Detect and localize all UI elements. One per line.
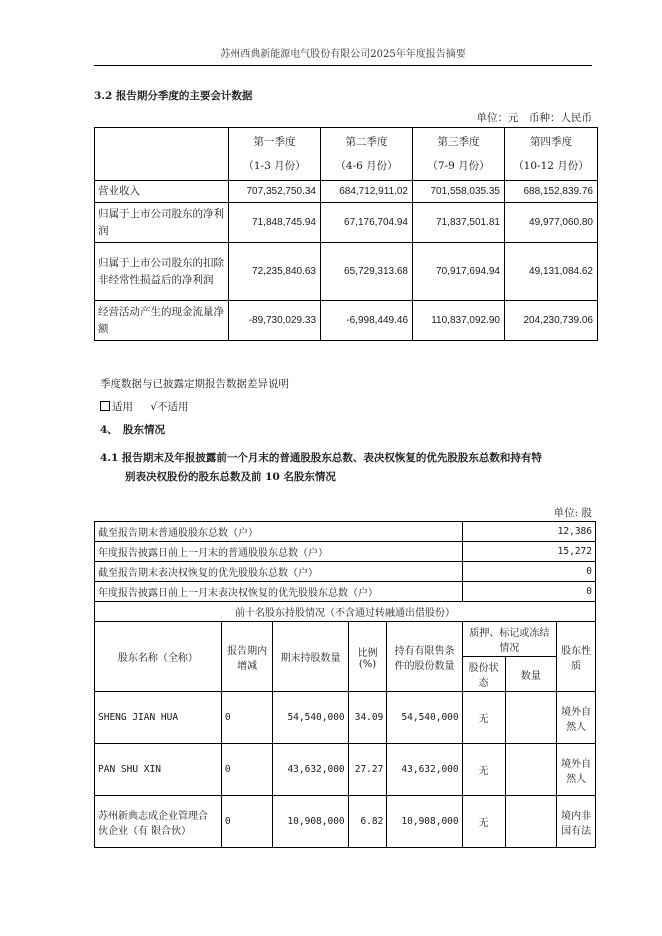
quarter-row-net-profit bbox=[95, 203, 598, 243]
holder-restricted: 54,540,000 bbox=[387, 692, 462, 744]
holder-restricted: 10,908,000 bbox=[387, 796, 462, 848]
value-cell: 688,152,839.76 bbox=[505, 181, 598, 203]
holders-header-row-1 bbox=[95, 622, 596, 657]
quarter-header-q1: 第一季度 （1-3 月份） bbox=[229, 128, 321, 181]
holder-qty bbox=[505, 692, 557, 744]
header-ratio: 比例(%) bbox=[348, 622, 387, 692]
section-3-2-title: 3.2 报告期分季度的主要会计数据 bbox=[94, 90, 253, 102]
header-nature: 股东性质 bbox=[557, 622, 596, 692]
holder-change: 0 bbox=[221, 744, 273, 796]
value-cell: 684,712,911.02 bbox=[321, 181, 413, 203]
holder-status: 无 bbox=[462, 796, 505, 848]
header-name: 股东名称（全称） bbox=[95, 622, 222, 692]
summary-value: 0 bbox=[462, 562, 595, 582]
header-pledge-status: 股份状态 bbox=[462, 657, 505, 692]
row-label: 归属于上市公司股东的扣除非经常性损益后的净利润 bbox=[95, 243, 229, 301]
summary-label: 年度报告披露日前上一月末表决权恢复的优先股股东总数（户） bbox=[95, 582, 463, 602]
holder-name: SHENG JIAN HUA bbox=[95, 692, 222, 744]
value-cell: 71,848,745.94 bbox=[229, 203, 321, 243]
holder-nature: 境外自然人 bbox=[557, 692, 596, 744]
value-cell: 49,977,060.80 bbox=[505, 203, 598, 243]
row-label: 营业收入 bbox=[95, 181, 229, 203]
top10-title: 前十名股东持股情况（不含通过转融通出借股份） bbox=[95, 602, 596, 622]
value-cell: 70,917,694.94 bbox=[413, 243, 505, 301]
row-label: 经营活动产生的现金流量净额 bbox=[95, 301, 229, 341]
holder-name: 苏州新典志成企业管理合伙企业（有 限合伙） bbox=[95, 796, 222, 848]
header-restricted: 持有有限售条件的股份数量 bbox=[387, 622, 462, 692]
quarter-header-row bbox=[95, 128, 598, 181]
holder-holding: 10,908,000 bbox=[273, 796, 348, 848]
value-cell: 71,837,501.81 bbox=[413, 203, 505, 243]
holder-ratio: 34.09 bbox=[348, 692, 387, 744]
holder-ratio: 6.82 bbox=[348, 796, 387, 848]
summary-label: 截至报告期末表决权恢复的优先股股东总数（户） bbox=[95, 562, 463, 582]
quarter-row-revenue bbox=[95, 181, 598, 203]
top10-title-row bbox=[95, 602, 596, 622]
section-4-title: 4、 股东情况 bbox=[100, 424, 166, 436]
holder-change: 0 bbox=[221, 692, 273, 744]
summary-row bbox=[95, 542, 596, 562]
value-cell: 701,558,035.35 bbox=[413, 181, 505, 203]
summary-row bbox=[95, 522, 596, 542]
applicability-options bbox=[100, 399, 189, 414]
value-cell: 67,176,704.94 bbox=[321, 203, 413, 243]
holder-ratio: 27.27 bbox=[348, 744, 387, 796]
holder-status: 无 bbox=[462, 744, 505, 796]
quarter-header-q2: 第二季度 （4-6 月份） bbox=[321, 128, 413, 181]
row-label: 归属于上市公司股东的净利润 bbox=[95, 203, 229, 243]
holder-status: 无 bbox=[462, 692, 505, 744]
summary-label: 年度报告披露日前上一月末的普通股股东总数（户） bbox=[95, 542, 463, 562]
header-empty-cell bbox=[95, 128, 229, 181]
holder-change: 0 bbox=[221, 796, 273, 848]
summary-row bbox=[95, 582, 596, 602]
holder-row bbox=[95, 692, 596, 744]
diff-note-text: 季度数据与已披露定期报告数据差异说明 bbox=[100, 378, 289, 390]
holder-holding: 54,540,000 bbox=[273, 692, 348, 744]
quarter-header-q3: 第三季度 （7-9 月份） bbox=[413, 128, 505, 181]
quarter-row-deducted-profit bbox=[95, 243, 598, 301]
summary-label: 截至报告期末普通股股东总数（户） bbox=[95, 522, 463, 542]
checkbox-empty-icon bbox=[100, 401, 110, 411]
value-cell: 707,352,750.34 bbox=[229, 181, 321, 203]
section-4-1-title-line2: 别表决权股份的股东总数及前 10 名股东情况 bbox=[125, 471, 336, 483]
quarter-header-q4: 第四季度 （10-12 月份） bbox=[505, 128, 598, 181]
value-cell: 49,131,084.62 bbox=[505, 243, 598, 301]
value-cell: -89,730,029.33 bbox=[229, 301, 321, 341]
option-not-applicable: √不适用 bbox=[150, 401, 189, 413]
holder-qty bbox=[505, 796, 557, 848]
page-header: 苏州西典新能源电气股份有限公司2025年年度报告摘要 bbox=[94, 45, 592, 66]
summary-value: 0 bbox=[462, 582, 595, 602]
holder-nature: 境内非国有法 bbox=[557, 796, 596, 848]
value-cell: -6,998,449.46 bbox=[321, 301, 413, 341]
header-pledge-qty: 数量 bbox=[505, 657, 557, 692]
section-4-1-title-line1: 4.1 报告期末及年报披露前一个月末的普通股股东总数、表决权恢复的优先股股东总数和持有特 bbox=[100, 452, 542, 464]
holders-unit-label: 单位: 股 bbox=[553, 507, 592, 519]
holder-qty bbox=[505, 744, 557, 796]
quarterly-data-table bbox=[94, 127, 598, 341]
holder-restricted: 43,632,000 bbox=[387, 744, 462, 796]
value-cell: 110,837,092.90 bbox=[413, 301, 505, 341]
holder-nature: 境外自然人 bbox=[557, 744, 596, 796]
holder-holding: 43,632,000 bbox=[273, 744, 348, 796]
value-cell: 65,729,313.68 bbox=[321, 243, 413, 301]
holder-name: PAN SHU XIN bbox=[95, 744, 222, 796]
quarter-row-cash-flow bbox=[95, 301, 598, 341]
holder-row bbox=[95, 796, 596, 848]
header-change: 报告期内增减 bbox=[221, 622, 273, 692]
summary-row bbox=[95, 562, 596, 582]
summary-value: 12,386 bbox=[462, 522, 595, 542]
summary-value: 15,272 bbox=[462, 542, 595, 562]
value-cell: 72,235,840.63 bbox=[229, 243, 321, 301]
quarter-unit-label: 单位：元 币种：人民币 bbox=[476, 112, 592, 124]
header-holding: 期末持股数量 bbox=[273, 622, 348, 692]
holder-row bbox=[95, 744, 596, 796]
header-pledge: 质押、标记或冻结情况 bbox=[462, 622, 557, 657]
shareholders-table bbox=[94, 521, 596, 848]
value-cell: 204,230,739.06 bbox=[505, 301, 598, 341]
option-applicable: 适用 bbox=[112, 401, 133, 413]
